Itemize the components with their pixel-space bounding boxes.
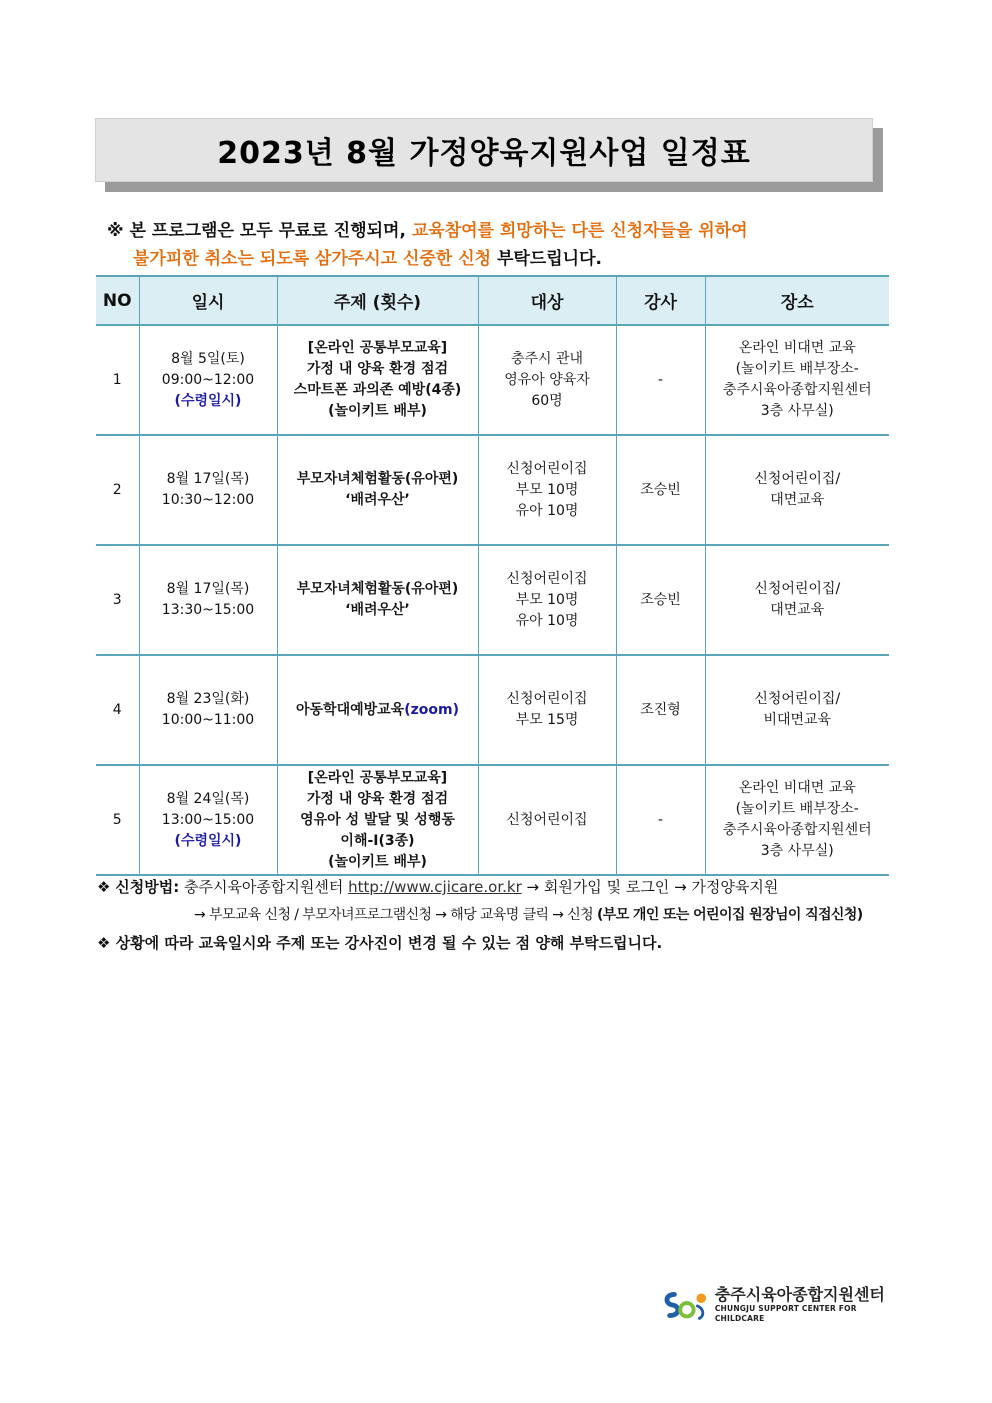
topic-line: 가정 내 양육 환경 점검: [306, 361, 449, 377]
bullet-icon: ❖: [97, 878, 111, 896]
cell-no: 2: [96, 435, 139, 545]
table-row: [96, 545, 889, 655]
cell-place: [705, 765, 889, 875]
cell-target: [478, 325, 616, 435]
topic-line: ‘배려우산’: [345, 492, 410, 508]
topic-line: (놀이키트 배부): [328, 853, 427, 870]
place-line: 충주시육아종합지원센터: [722, 382, 872, 398]
cell-date: 8월 17일(목): [166, 471, 250, 487]
cell-target: [478, 655, 616, 765]
place-line: 대면교육: [770, 492, 825, 508]
place-line: 온라인 비대면 교육: [738, 780, 856, 796]
place-line: 신청어린이집/: [754, 471, 841, 487]
topic-line: ‘배려우산’: [345, 602, 410, 618]
table-row: [96, 765, 889, 875]
cell-time: 09:00~12:00: [161, 371, 255, 388]
place-line: 3층 사무실): [760, 843, 834, 859]
table-row: [96, 325, 889, 435]
topic-line: 이해-Ⅰ(3종): [340, 832, 415, 849]
notice-text-orange-2: 불가피한 취소는 되도록 삼가주시고 신중한 신청: [133, 249, 492, 269]
place-line: 신청어린이집/: [754, 691, 841, 707]
cell-date: 8월 17일(목): [166, 581, 250, 597]
apply-steps-2: → 부모교육 신청 / 부모자녀프로그램신청 → 해당 교육명 클릭 → 신청: [194, 907, 597, 923]
change-notice-text: 상황에 따라 교육일시와 주제 또는 강사진이 변경 될 수 있는 점 양해 부탁드립니다.: [115, 934, 663, 952]
cell-place: [705, 545, 889, 655]
cell-lecturer: 조승빈: [616, 545, 705, 655]
cell-datetime: [139, 655, 277, 765]
cell-date: 8월 24일(목): [166, 790, 250, 807]
bullet-icon: ❖: [97, 934, 111, 952]
cell-note: (수령일시): [174, 832, 242, 849]
target-line: 유아 10명: [515, 502, 579, 519]
apply-url-link[interactable]: http://www.cjicare.or.kr: [348, 878, 522, 896]
topic-line: 스마트폰 과의존 예방(4종): [293, 382, 462, 398]
cell-no: 4: [96, 655, 139, 765]
apply-steps: → 회원가입 및 로그인 → 가정양육지원: [521, 878, 779, 896]
target-line: 영유아 양육자: [504, 371, 590, 388]
cell-time: 10:30~12:00: [161, 492, 255, 508]
place-line: 충주시육아종합지원센터: [722, 822, 872, 838]
topic-line: 영유아 성 발달 및 성행동: [300, 811, 455, 828]
cell-place: [705, 655, 889, 765]
cell-lecturer: -: [616, 325, 705, 435]
cell-topic: [277, 545, 478, 655]
notice-text-orange-1: 교육참여를 희망하는 다른 신청자들을 위하여: [411, 221, 748, 241]
table-row: [96, 655, 889, 765]
notes-section: [97, 873, 897, 957]
place-line: 비대면교육: [763, 712, 832, 728]
cell-date: 8월 5일(토): [171, 350, 245, 367]
topic-line: 가정 내 양육 환경 점검: [306, 790, 449, 807]
center-logo: [661, 1287, 901, 1323]
apply-method-line: [97, 873, 897, 901]
free-program-notice: [107, 217, 897, 273]
cell-time: 13:30~15:00: [161, 602, 255, 618]
topic-line: (놀이키트 배부): [328, 403, 427, 419]
cell-target: [478, 435, 616, 545]
cell-datetime: [139, 325, 277, 435]
target-line: 신청어린이집: [506, 570, 588, 587]
schedule-table: [96, 275, 889, 876]
cell-time: 10:00~11:00: [161, 712, 255, 728]
topic-zoom-label: (zoom): [404, 701, 459, 718]
notice-line-2: [107, 245, 897, 273]
header-target: 대상: [478, 276, 616, 325]
apply-text: 충주시육아종합지원센터: [179, 878, 349, 896]
cell-no: 1: [96, 325, 139, 435]
cell-place: [705, 435, 889, 545]
header-place: 장소: [705, 276, 889, 325]
target-line: 신청어린이집: [506, 811, 588, 828]
cell-target: [478, 545, 616, 655]
header-datetime: 일시: [139, 276, 277, 325]
cell-note: (수령일시): [174, 392, 242, 409]
target-line: 60명: [531, 392, 563, 409]
table-row: [96, 435, 889, 545]
target-line: 신청어린이집: [506, 460, 588, 477]
topic-line: 부모자녀체험활동(유아편): [296, 581, 459, 597]
target-line: 부모 10명: [515, 591, 579, 608]
apply-method-line-2: [97, 901, 897, 929]
header-no: NO: [96, 276, 139, 325]
topic-line: [온라인 공통부모교육]: [307, 340, 448, 356]
place-line: 온라인 비대면 교육: [738, 340, 856, 356]
cell-datetime: [139, 765, 277, 875]
change-notice-line: [97, 929, 897, 957]
page-title: 2023년 8월 가정양육지원사업 일정표: [95, 118, 873, 182]
target-line: 부모 10명: [515, 481, 579, 498]
notice-text-2: 부탁드립니다.: [491, 249, 602, 269]
cell-time: 13:00~15:00: [161, 811, 255, 828]
cell-topic: [277, 765, 478, 875]
title-banner: [95, 118, 883, 192]
cell-topic: [277, 655, 478, 765]
place-line: 대면교육: [770, 602, 825, 618]
apply-label: 신청방법:: [115, 878, 180, 896]
cell-no: 5: [96, 765, 139, 875]
cell-lecturer: -: [616, 765, 705, 875]
place-line: 3층 사무실): [760, 403, 834, 419]
cell-topic: [277, 435, 478, 545]
cell-lecturer: 조승빈: [616, 435, 705, 545]
notice-text-1: 본 프로그램은 모두 무료로 진행되며,: [129, 221, 412, 241]
notice-mark: ※: [107, 221, 124, 241]
cell-no: 3: [96, 545, 139, 655]
logo-text: [715, 1286, 901, 1324]
cell-place: [705, 325, 889, 435]
cell-datetime: [139, 545, 277, 655]
header-lecturer: 강사: [616, 276, 705, 325]
apply-steps-2-bold: (부모 개인 또는 어린이집 원장님이 직접신청): [596, 907, 863, 923]
table-header-row: [96, 276, 889, 325]
topic-line: 아동학대예방교육: [296, 701, 405, 718]
cell-target: [478, 765, 616, 875]
place-line: 신청어린이집/: [754, 581, 841, 597]
target-line: 신청어린이집: [506, 691, 588, 707]
target-line: 충주시 관내: [510, 350, 584, 367]
cell-datetime: [139, 435, 277, 545]
logo-name-korean: 충주시육아종합지원센터: [714, 1285, 885, 1304]
cell-topic: [277, 325, 478, 435]
topic-line: [온라인 공통부모교육]: [307, 769, 448, 786]
notice-line-1: [107, 217, 897, 245]
logo-name-english: CHUNGJU SUPPORT CENTER FOR CHILDCARE: [714, 1304, 857, 1323]
target-line: 부모 15명: [515, 712, 579, 728]
target-line: 유아 10명: [515, 612, 579, 629]
cell-date: 8월 23일(화): [166, 691, 250, 707]
place-line: (놀이키트 배부장소-: [735, 801, 859, 817]
center-logo-icon: [661, 1288, 711, 1322]
header-topic: 주제 (횟수): [277, 276, 478, 325]
cell-lecturer: 조진형: [616, 655, 705, 765]
topic-line: 부모자녀체험활동(유아편): [296, 471, 459, 487]
place-line: (놀이키트 배부장소-: [735, 361, 859, 377]
